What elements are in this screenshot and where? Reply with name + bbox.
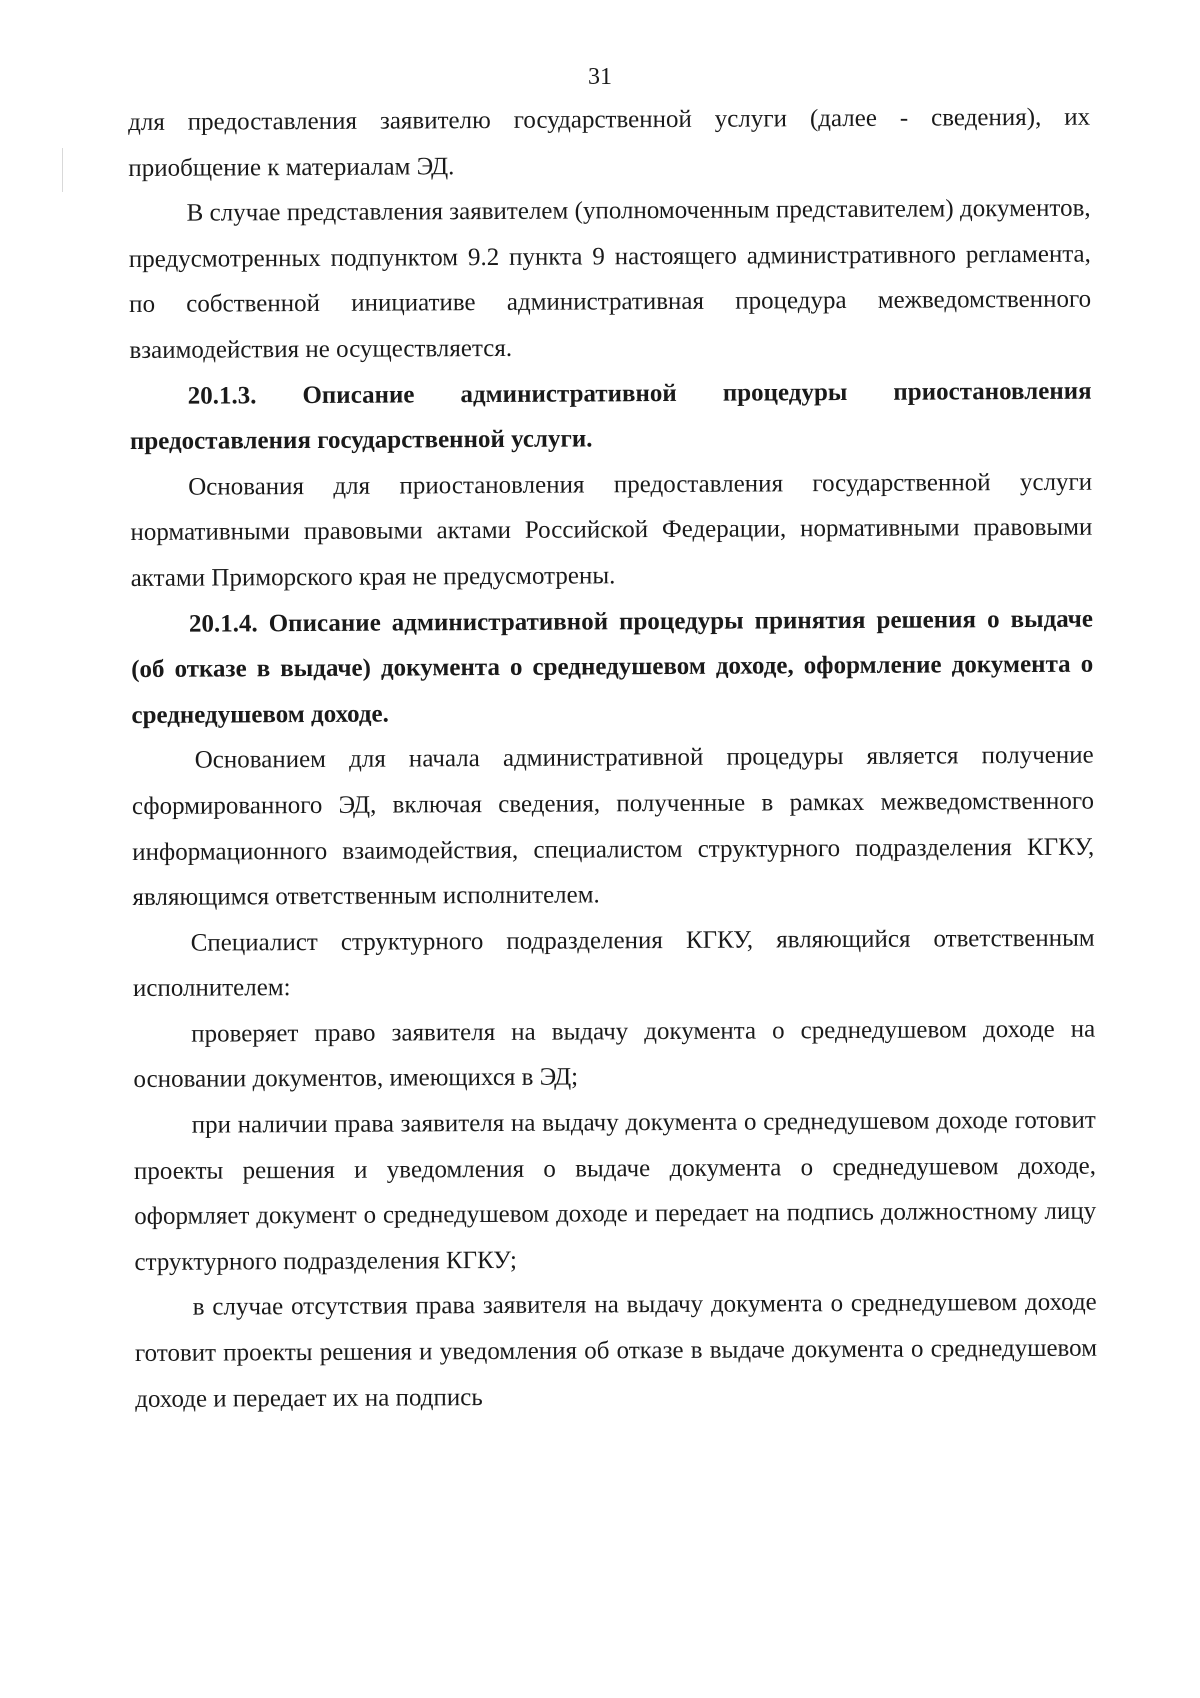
paragraph-interagency-note: В случае представления заявителем (уполномоченным представителем) документов, предусмотренных подпунктом 9.2 пункта 9 настоящего административного регламента, по собственной инициативе административная процедура межведомственного взаимодействия не осуществляется. [128, 194, 1092, 364]
paragraph-continuation: для предоставления заявителю государственной услуги (далее - сведения), их приобщение к материалам ЭД. [128, 103, 1091, 182]
list-item-right-present: при наличии права заявителя на выдачу документа о среднедушевом доходе готовит проекты решения и уведомления о выдаче документа о среднедушевом доходе, оформляет документ о среднедушевом доходе и передает на подпись должностному лицу структурного подразделения КГКУ; [133, 1106, 1097, 1276]
paragraph-procedure-basis: Основанием для начала административной процедуры является получение сформированного ЭД, включая сведения, полученные в рамках межведомственного информационного взаимодействия, специалистом структурного подразделения КГКУ, являющимся ответственным исполнителем. [131, 741, 1095, 912]
paragraph-specialist-intro: Специалист структурного подразделения КГКУ, являющийся ответственным исполнителем: [132, 924, 1095, 1003]
list-item-checks-right: проверяет право заявителя на выдачу документа о среднедушевом доходе на основании документов, имеющихся в ЭД; [133, 1015, 1096, 1094]
page-number: 31 [588, 64, 612, 90]
section-heading-20-1-3: 20.1.3. Описание административной процедуры приостановления предоставления государственной услуги. [129, 377, 1092, 456]
document-body [128, 95, 1097, 1423]
list-item-right-absent: в случае отсутствия права заявителя на выдачу документа о среднедушевом доходе готовит проекты решения и уведомления об отказе в выдаче документа о среднедушевом доходе и передает их на подпись [134, 1289, 1098, 1413]
section-heading-20-1-4: 20.1.4. Описание административной процедуры принятия решения о выдаче (об отказе в выдаче) документа о среднедушевом доходе, оформление документа о среднедушевом доходе. [131, 605, 1094, 729]
scan-artifact-line [62, 148, 63, 192]
paragraph-suspension-grounds: Основания для приостановления предоставления государственной услуги нормативными правовыми актами Российской Федерации, нормативными правовыми актами Приморского края не предусмотрены. [130, 468, 1093, 592]
